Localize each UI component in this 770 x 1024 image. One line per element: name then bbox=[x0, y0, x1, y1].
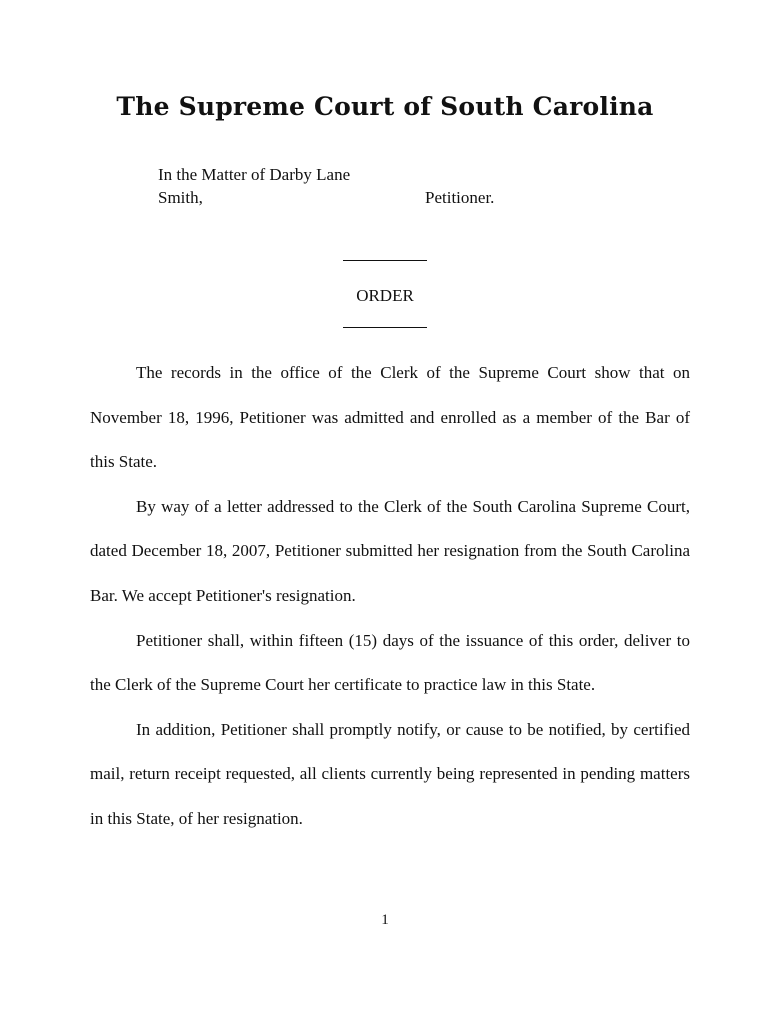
heading-rule-bottom bbox=[343, 327, 427, 328]
paragraph-resignation-letter: By way of a letter addressed to the Clerk of the South Carolina Supreme Court, dated December 18, 2007, Petitioner submitted her resignation from the South Carolina Bar. We accept Petitioner's resignation. bbox=[90, 496, 690, 605]
order-heading: ORDER bbox=[356, 286, 414, 305]
heading-rule-top bbox=[343, 260, 427, 261]
party-label: Petitioner. bbox=[425, 188, 495, 207]
paragraph-admission: The records in the office of the Clerk of the Supreme Court show that on November 18, 1996, Petitioner was admitted and enrolled as a member of the Bar of this State. bbox=[90, 363, 690, 472]
page-number: 1 bbox=[381, 912, 389, 928]
case-caption bbox=[158, 163, 350, 209]
order-body bbox=[90, 351, 690, 842]
matter-line-2: Smith, bbox=[158, 188, 203, 207]
matter-line-1: In the Matter of Darby Lane bbox=[158, 165, 351, 184]
paragraph-certificate: Petitioner shall, within fifteen (15) days of the issuance of this order, deliver to the Clerk of the Supreme Court her certificate to practice law in this State. bbox=[90, 630, 690, 695]
court-title: The Supreme Court of South Carolina bbox=[116, 92, 654, 121]
paragraph-client-notice: In addition, Petitioner shall promptly notify, or cause to be notified, by certified mail, return receipt requested, all clients currently being represented in pending matters in this State, of her resignation. bbox=[90, 719, 690, 828]
